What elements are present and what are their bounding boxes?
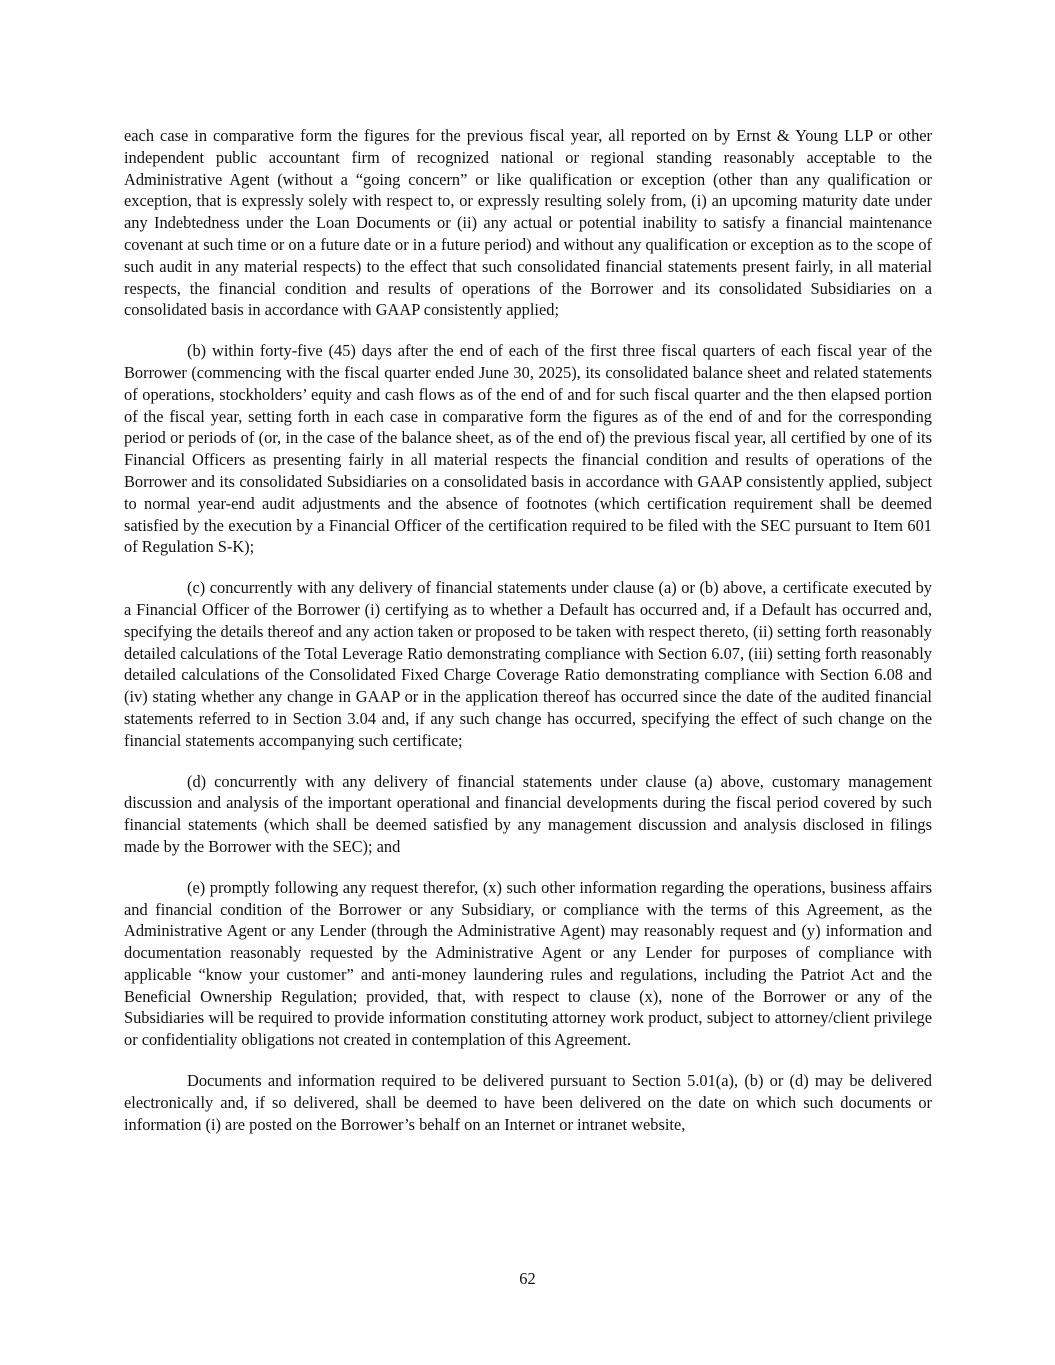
paragraph-a-continued: each case in comparative form the figures for the previous fiscal year, all reported on by Ernst & Young LLP or other independent public accountant firm of recognized national or regional standing reasonably acceptable to the Administrative Agent (without a “going concern” or like qualification or exception (other than any qualification or exception, that is expressly solely with respect to, or expressly resulting solely from, (i) an upcoming maturity date under any Indebtedness under the Loan Documents or (ii) any actual or potential inability to satisfy a financial maintenance covenant at such time or on a future date or in a future period) and without any qualification or exception as to the scope of such audit in any material respects) to the effect that such consolidated financial statements present fairly, in all material respects, the financial condition and results of operations of the Borrower and its consolidated Subsidiaries on a consolidated basis in accordance with GAAP consistently applied; — [124, 126, 932, 320]
paragraph-documents-delivery: Documents and information required to be delivered pursuant to Section 5.01(a), (b) or (d) may be delivered electronically and, if so delivered, shall be deemed to have been delivered on the date on which such documents or information (i) are posted on the Borrower’s behalf on an Internet or intranet website, — [124, 1071, 932, 1134]
page-number: 62 — [519, 1269, 536, 1288]
paragraph-b: (b) within forty-five (45) days after the end of each of the first three fiscal quarters of each fiscal year of the Borrower (commencing with the fiscal quarter ended June 30, 2025), its consolidated balance sheet and related statements of operations, stockholders’ equity and cash flows as of the end of and for such fiscal quarter and the then elapsed portion of the fiscal year, setting forth in each case in comparative form the figures as of the end of and for the corresponding period or periods of (or, in the case of the balance sheet, as of the end of) the previous fiscal year, all certified by one of its Financial Officers as presenting fairly in all material respects the financial condition and results of operations of the Borrower and its consolidated Subsidiaries on a consolidated basis in accordance with GAAP consistently applied, subject to normal year-end audit adjustments and the absence of footnotes (which certification requirement shall be deemed satisfied by the execution by a Financial Officer of the certification required to be filed with the SEC pursuant to Item 601 of Regulation S-K); — [124, 341, 932, 557]
paragraph-c: (c) concurrently with any delivery of financial statements under clause (a) or (b) above, a certificate executed by a Financial Officer of the Borrower (i) certifying as to whether a Default has occurred and, if a Default has occurred and, specifying the details thereof and any action taken or proposed to be taken with respect thereto, (ii) setting forth reasonably detailed calculations of the Total Leverage Ratio demonstrating compliance with Section 6.07, (iii) setting forth reasonably detailed calculations of the Consolidated Fixed Charge Coverage Ratio demonstrating compliance with Section 6.08 and (iv) stating whether any change in GAAP or in the application thereof has occurred since the date of the audited financial statements referred to in Section 3.04 and, if any such change has occurred, specifying the effect of such change on the financial statements accompanying such certificate; — [124, 578, 932, 750]
paragraph-d: (d) concurrently with any delivery of financial statements under clause (a) above, customary management discussion and analysis of the important operational and financial developments during the fiscal period covered by such financial statements (which shall be deemed satisfied by any management discussion and analysis disclosed in filings made by the Borrower with the SEC); and — [124, 771, 932, 856]
document-body — [124, 125, 932, 1154]
paragraph-e: (e) promptly following any request therefor, (x) such other information regarding the operations, business affairs and financial condition of the Borrower or any Subsidiary, or compliance with the terms of this Agreement, as the Administrative Agent or any Lender (through the Administrative Agent) may reasonably request and (y) information and documentation reasonably requested by the Administrative Agent or any Lender for purposes of compliance with applicable “know your customer” and anti-money laundering rules and regulations, including the Patriot Act and the Beneficial Ownership Regulation; provided, that, with respect to clause (x), none of the Borrower or any of the Subsidiaries will be required to provide information constituting attorney work product, subject to attorney/client privilege or confidentiality obligations not created in contemplation of this Agreement. — [124, 877, 932, 1050]
